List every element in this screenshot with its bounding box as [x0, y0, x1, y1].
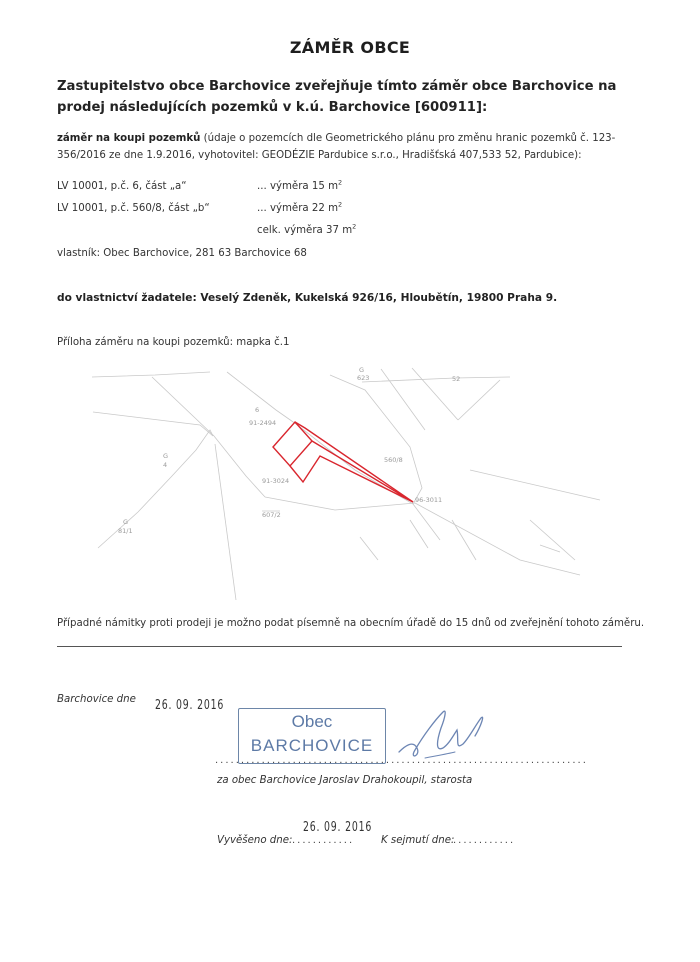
total-area: celk. výměra 37 $m^2$: [257, 222, 357, 236]
map-label-607-2: 607/2: [262, 511, 281, 519]
purpose-lead: záměr na koupi pozemků: [57, 133, 201, 144]
applicant-line: do vlastnictví žadatele: Veselý Zdeněk, Kukelská 926/16, Hloubětín, 19800 Praha 9.: [57, 292, 558, 304]
signature-line-dots: ........................................................................: [215, 755, 588, 766]
parcel-2-label: LV 10001, p.č. 560/8, část „b“: [57, 203, 210, 214]
map-label-52: 52: [452, 375, 461, 383]
map-label-91-3024: 91-3024: [262, 477, 290, 485]
stamp-line-2: BARCHOVICE: [250, 736, 374, 755]
removed-dots: ............: [453, 835, 516, 846]
map-label-81-1: 81/1: [118, 527, 133, 535]
map-label-560-8: 560/8: [384, 456, 403, 464]
posted-dots: ............: [292, 835, 355, 846]
parcel-1-label: LV 10001, p.č. 6, část „a“: [57, 181, 187, 192]
objection-underline: [57, 646, 622, 647]
map-label-91-2494: 91-2494: [249, 419, 277, 427]
map-label-4: 4: [163, 461, 168, 469]
parcel-2-area: ... výměra 22 $m^2$: [257, 200, 343, 214]
owner-line: vlastník: Obec Barchovice, 281 63 Barchovice 68: [57, 248, 307, 259]
intro-paragraph: Zastupitelstvo obce Barchovice zveřejňuje tímto záměr obce Barchovice na prodej následujících pozemků v k.ú. Barchovice [600911]:: [57, 79, 617, 115]
map-label-6: 6: [255, 406, 260, 414]
removed-label: K sejmutí dne:: [381, 835, 455, 846]
map-label-g2: G: [163, 452, 169, 460]
place-date-label: Barchovice dne: [57, 694, 136, 705]
parcel-1-area: ... výměra 15 $m^2$: [257, 178, 343, 192]
date-stamp-2: 26. 09. 2016: [303, 820, 373, 835]
objection-paragraph: Případné námitky proti prodeji je možno podat písemně na obecním úřadě do 15 dnů od zveřejnění tohoto záměru.: [57, 618, 645, 629]
purpose-text: (údaje o pozemcích dle Geometrického plánu pro změnu hranic pozemků č. 123-356/2016 ze dne 1.9.2016, vyhotovitel: GEODÉZIE Pardubice s.r.o., Hradišťská 407,533 52, Pardubice):: [57, 133, 616, 161]
map-label-g3: G: [123, 518, 129, 526]
attachment-line: Příloha záměru na koupi pozemků: mapka č.1: [57, 337, 290, 348]
signatory-line: za obec Barchovice Jaroslav Drahokoupil, starosta: [217, 775, 473, 786]
posted-label: Vyvěšeno dne:: [217, 835, 293, 846]
document-title: ZÁMĚR OBCE: [289, 38, 411, 57]
map-label-96-3011: 96-3011: [415, 496, 443, 504]
map-label-g1: G: [359, 366, 365, 374]
map-label-623: 623: [357, 374, 370, 382]
stamp-line-1: Obec: [291, 712, 333, 731]
date-stamp-1: 26. 09. 2016: [155, 698, 225, 713]
